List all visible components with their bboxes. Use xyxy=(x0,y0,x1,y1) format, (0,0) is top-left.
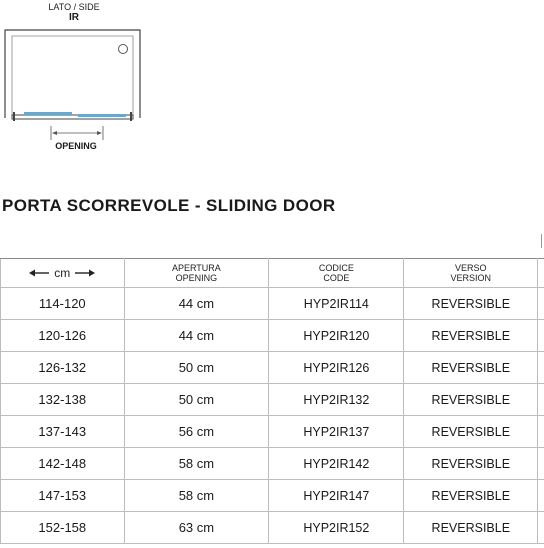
cell-opening: 58 cm xyxy=(124,480,269,512)
arrow-left-icon xyxy=(29,269,49,277)
glass-panel-fixed xyxy=(24,112,72,115)
opening-arrow-right xyxy=(97,131,102,135)
header-version-en: VERSION xyxy=(450,273,492,283)
table-row xyxy=(1,320,544,352)
cell-extra xyxy=(538,480,544,512)
wall-outline xyxy=(5,30,140,118)
cell-version: REVERSIBLE xyxy=(404,448,538,480)
cell-extra xyxy=(538,320,544,352)
cell-code: HYP2IR147 xyxy=(269,480,404,512)
cell-opening: 58 cm xyxy=(124,448,269,480)
glass-panel-sliding xyxy=(78,114,126,117)
header-size-label: cm xyxy=(54,265,71,280)
cell-opening: 50 cm xyxy=(124,352,269,384)
cell-opening: 44 cm xyxy=(124,288,269,320)
side-code: IR xyxy=(69,12,79,23)
opening-arrow-left xyxy=(52,131,57,135)
shower-plan-diagram xyxy=(0,24,145,144)
header-opening-it: APERTURA xyxy=(171,263,221,273)
table-row xyxy=(1,416,544,448)
cell-opening: 44 cm xyxy=(124,320,269,352)
table-row xyxy=(1,448,544,480)
cell-extra xyxy=(538,384,544,416)
cell-opening: 50 cm xyxy=(124,384,269,416)
arrow-right-icon xyxy=(75,269,95,277)
cell-extra xyxy=(538,448,544,480)
table-row xyxy=(1,288,544,320)
cell-size: 114-120 xyxy=(1,288,125,320)
header-extra xyxy=(538,259,544,288)
header-code-it: CODICE xyxy=(318,263,354,273)
cell-opening: 56 cm xyxy=(124,416,269,448)
header-opening-en: OPENING xyxy=(175,273,218,283)
cell-size: 137-143 xyxy=(1,416,125,448)
cell-code: HYP2IR126 xyxy=(269,352,404,384)
cell-version: REVERSIBLE xyxy=(404,288,538,320)
cell-code: HYP2IR132 xyxy=(269,384,404,416)
header-opening xyxy=(124,259,269,288)
table-row xyxy=(1,480,544,512)
side-label: LATO / SIDE xyxy=(48,2,100,12)
cell-version: REVERSIBLE xyxy=(404,512,538,544)
cell-size: 132-138 xyxy=(1,384,125,416)
header-code xyxy=(269,259,404,288)
opening-label: OPENING xyxy=(55,141,97,151)
cell-extra xyxy=(538,288,544,320)
cell-code: HYP2IR137 xyxy=(269,416,404,448)
wall-inner-outline xyxy=(12,36,133,116)
cell-version: REVERSIBLE xyxy=(404,320,538,352)
cell-code: HYP2IR114 xyxy=(269,288,404,320)
cell-code: HYP2IR142 xyxy=(269,448,404,480)
cell-extra xyxy=(538,512,544,544)
cell-version: REVERSIBLE xyxy=(404,480,538,512)
cell-extra xyxy=(538,352,544,384)
cell-extra xyxy=(538,416,544,448)
spec-table xyxy=(0,258,544,544)
cell-size: 152-158 xyxy=(1,512,125,544)
cell-size: 120-126 xyxy=(1,320,125,352)
table-row xyxy=(1,352,544,384)
header-version-it: VERSO xyxy=(455,263,487,273)
header-code-en: CODE xyxy=(323,273,350,283)
table-row xyxy=(1,384,544,416)
table-edge-mark xyxy=(541,234,542,248)
cell-code: HYP2IR152 xyxy=(269,512,404,544)
cell-size: 126-132 xyxy=(1,352,125,384)
cell-code: HYP2IR120 xyxy=(269,320,404,352)
cell-version: REVERSIBLE xyxy=(404,416,538,448)
header-version xyxy=(404,259,538,288)
page-title: PORTA SCORREVOLE - SLIDING DOOR xyxy=(2,196,336,215)
cell-size: 147-153 xyxy=(1,480,125,512)
cell-opening: 63 cm xyxy=(124,512,269,544)
cell-size: 142-148 xyxy=(1,448,125,480)
header-size xyxy=(1,259,125,288)
table-row xyxy=(1,512,544,544)
cell-version: REVERSIBLE xyxy=(404,352,538,384)
drain-icon xyxy=(119,45,128,54)
table-header-row xyxy=(1,259,544,288)
cell-version: REVERSIBLE xyxy=(404,384,538,416)
